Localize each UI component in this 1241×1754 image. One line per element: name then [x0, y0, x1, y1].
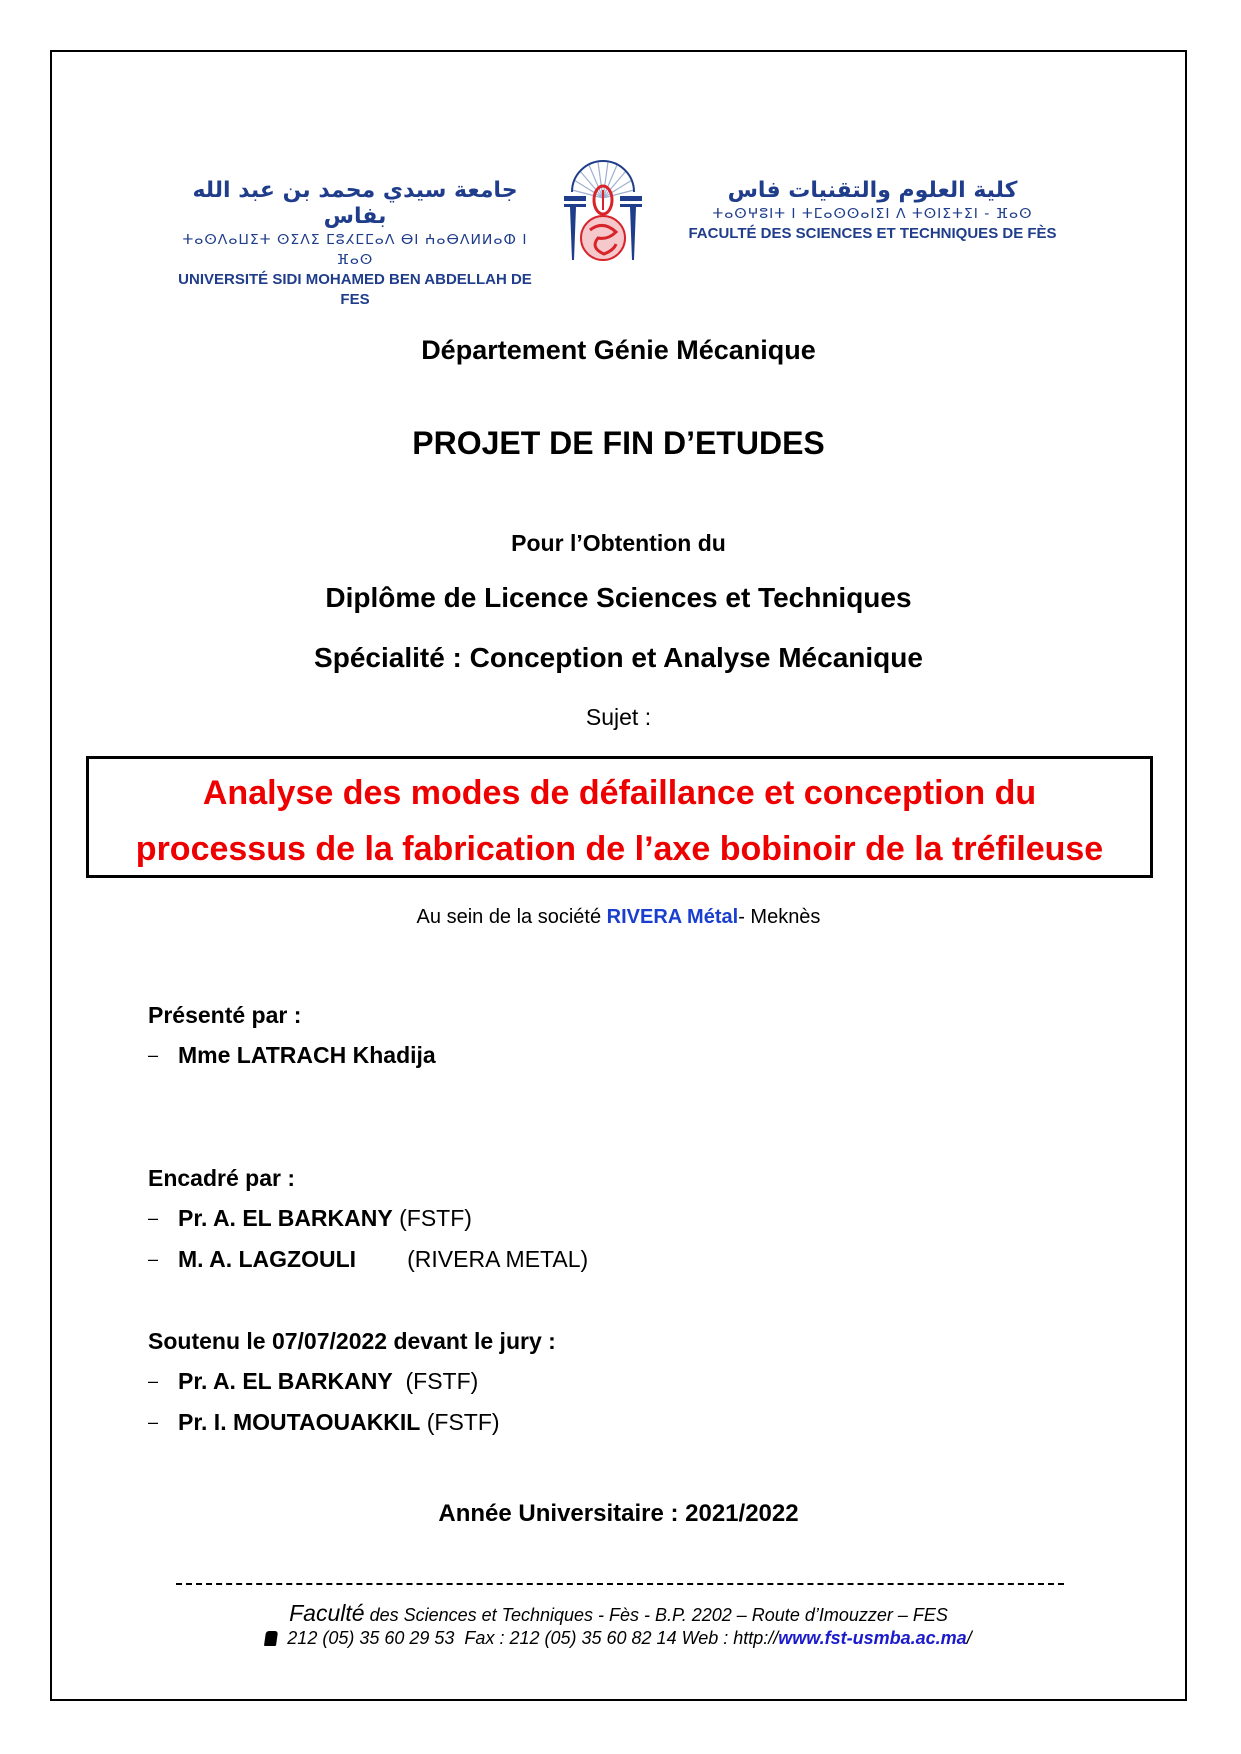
jury-member-item — [148, 1402, 1048, 1443]
footer-phone-fax: 212 (05) 35 60 29 53 Fax : 212 (05) 35 60 82 14 Web : http:// — [287, 1628, 779, 1648]
footer-divider — [176, 1583, 1064, 1585]
telephone-icon — [264, 1631, 278, 1646]
supervised-by-section — [148, 1158, 1048, 1280]
university-name-latin: UNIVERSITÉ SIDI MOHAMED BEN ABDELLAH DE FES — [178, 271, 532, 308]
supervisor-affiliation: (FSTF) — [392, 1205, 472, 1231]
footer-contact — [50, 1628, 1187, 1649]
footer-address — [50, 1600, 1187, 1627]
obtention-label: Pour l’Obtention du — [511, 530, 726, 556]
supervisor-name: M. A. LAGZOULI — [178, 1246, 357, 1272]
supervisor-item — [148, 1239, 1048, 1280]
list-dash: – — [148, 1249, 159, 1269]
university-logo-text — [165, 178, 545, 310]
list-dash: – — [148, 1371, 159, 1391]
list-dash: – — [148, 1208, 159, 1228]
faculty-name-tifinagh: ⵜⴰⵙⵖⵓⵏⵜ ⵏ ⵜⵎⴰⵙⵙⴰⵏⵉⵏ ⴷ ⵜⵙⵏⵉⵜⵉⵏ - ⴼⴰⵙ — [712, 206, 1033, 222]
document-type-heading: PROJET DE FIN D’ETUDES — [412, 425, 825, 461]
list-dash: – — [148, 1045, 159, 1065]
university-name-tifinagh: ⵜⴰⵙⴷⴰⵡⵉⵜ ⵙⵉⴷⵉ ⵎⵓⵃⵎⵎⴰⴷ ⴱⵏ ⵄⴰⴱⴷⵍⵍⴰⵀ ⵏ ⴼⴰⵙ — [182, 232, 528, 268]
supervised-by-heading: Encadré par : — [148, 1165, 295, 1191]
diploma-name: Diplôme de Licence Sciences et Techniques — [325, 582, 912, 613]
student-item — [148, 1035, 1048, 1076]
project-title-line-1: Analyse des modes de défaillance et conception du — [202, 774, 1037, 812]
company-line — [50, 906, 1187, 929]
footer-faculty-word: Faculté — [289, 1600, 365, 1626]
presented-by-section — [148, 995, 1048, 1076]
speciality-line: Spécialité : Conception et Analyse Mécanique — [314, 642, 923, 673]
company-location: - Meknès — [738, 906, 821, 928]
faculty-logo-text — [665, 178, 1080, 244]
jury-member-item — [148, 1361, 1048, 1402]
header-logos — [160, 160, 1080, 308]
jury-heading: Soutenu le 07/07/2022 devant le jury : — [148, 1328, 556, 1354]
student-name: Mme LATRACH Khadija — [178, 1042, 436, 1068]
jury-member-affiliation: (FSTF) — [420, 1409, 500, 1435]
company-name: RIVERA Métal — [606, 906, 739, 928]
subject-label: Sujet : — [585, 704, 652, 730]
supervisor-item — [148, 1198, 1048, 1239]
list-dash: – — [148, 1412, 159, 1432]
project-title-line-2: processus de la fabrication de l’axe bobinoir de la tréfileuse — [135, 830, 1104, 868]
jury-member-name: Pr. A. EL BARKANY — [178, 1368, 393, 1394]
footer-website-link[interactable]: www.fst-usmba.ac.ma — [778, 1628, 967, 1648]
department-name: Département Génie Mécanique — [421, 335, 816, 365]
university-name-arabic: جامعة سيدي محمد بن عبد الله بفاس — [192, 178, 518, 229]
supervisor-name: Pr. A. EL BARKANY — [178, 1205, 393, 1231]
supervisor-affiliation: (RIVERA METAL) — [356, 1246, 589, 1272]
academic-year: Année Universitaire : 2021/2022 — [438, 1500, 799, 1527]
jury-member-name: Pr. I. MOUTAOUAKKIL — [178, 1409, 421, 1435]
footer-address-text: des Sciences et Techniques - Fès - B.P. 2202 – Route d’Imouzzer – FES — [364, 1605, 948, 1625]
jury-section — [148, 1321, 1048, 1443]
project-title-box — [86, 756, 1153, 878]
presented-by-heading: Présenté par : — [148, 1002, 302, 1028]
faculty-name-arabic: كلية العلوم والتقنيات فاس — [727, 178, 1018, 203]
company-prefix: Au sein de la société — [416, 906, 607, 928]
faculty-name-latin: FACULTÉ DES SCIENCES ET TECHNIQUES DE FÈS — [688, 225, 1057, 242]
footer-url-end: / — [966, 1628, 972, 1648]
university-emblem-icon — [560, 160, 646, 268]
jury-member-affiliation: (FSTF) — [392, 1368, 479, 1394]
